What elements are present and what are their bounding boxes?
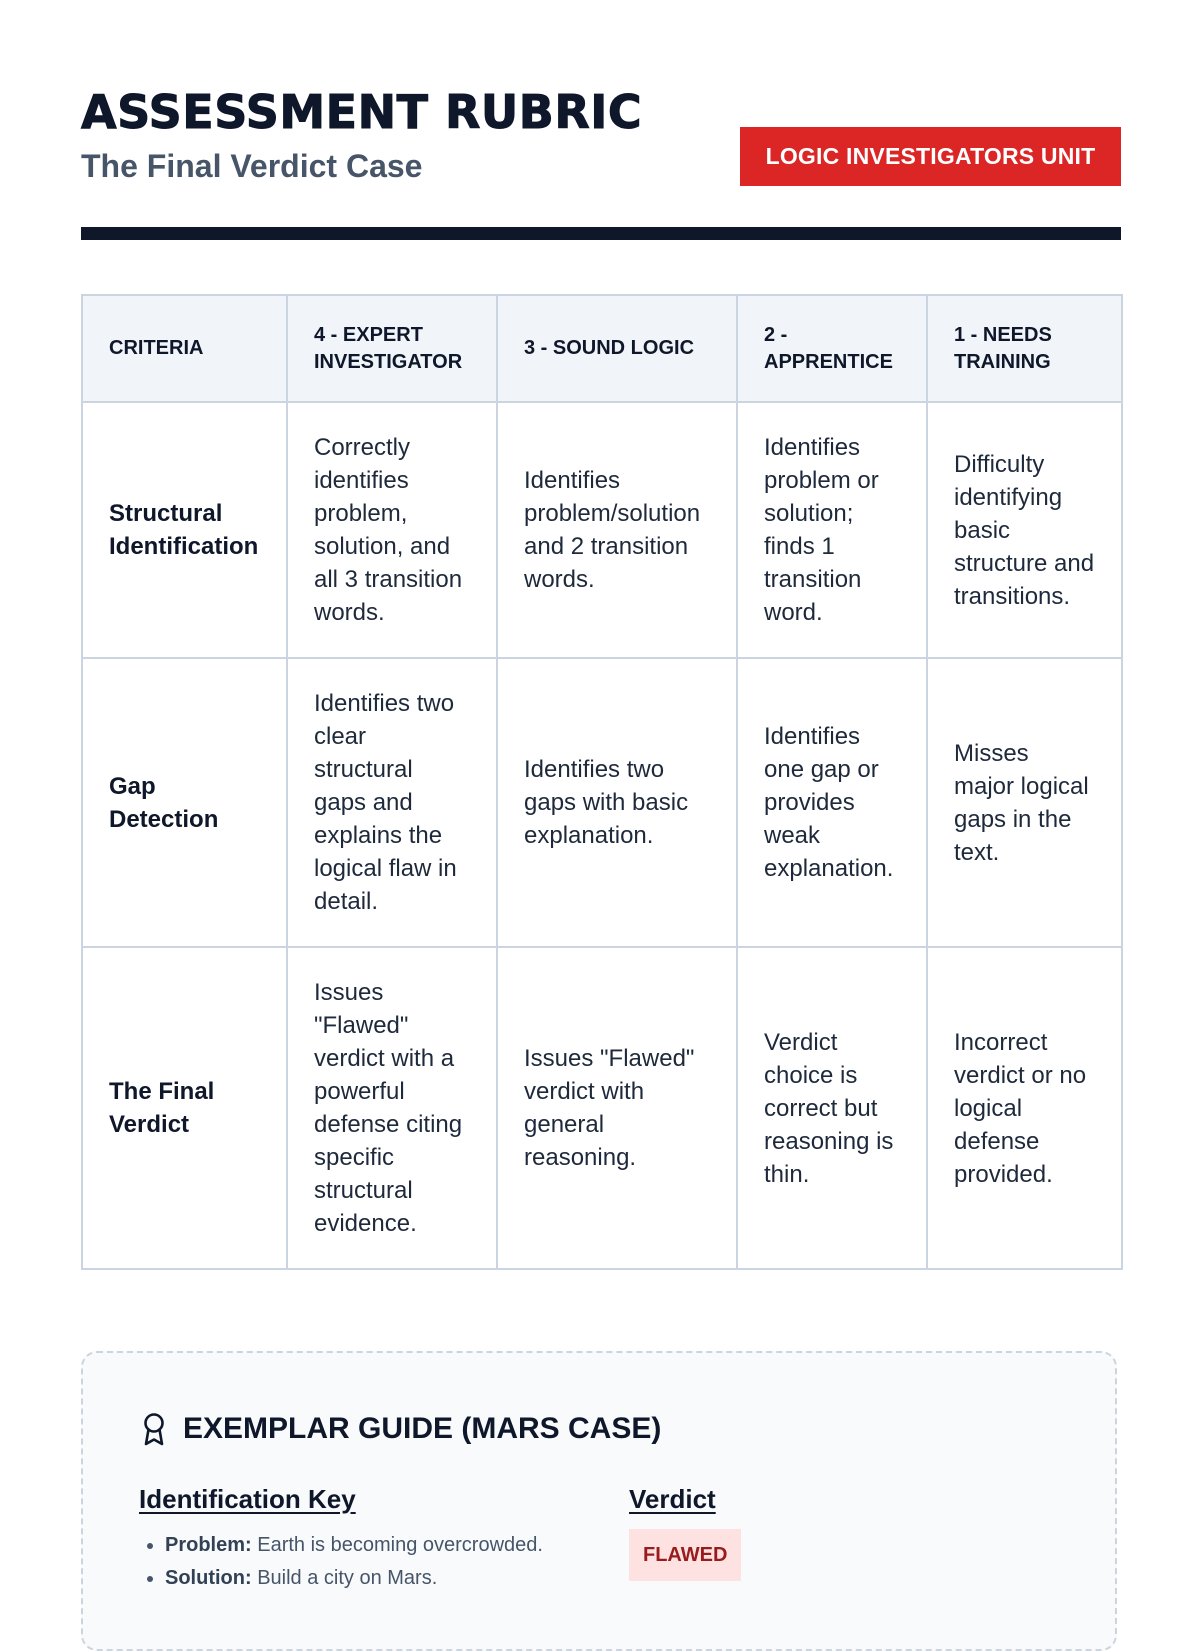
level-1-cell: Incorrect verdict or no logical defense provided. xyxy=(927,947,1122,1269)
rubric-table xyxy=(81,294,1123,1270)
key-item-text: Build a city on Mars. xyxy=(251,1567,438,1589)
key-item-label: Problem: xyxy=(165,1534,252,1556)
exemplar-header xyxy=(139,1409,661,1449)
level-1-cell: Misses major logical gaps in the text. xyxy=(927,658,1122,947)
verdict-heading: Verdict xyxy=(629,1484,716,1514)
level-4-cell: Correctly identifies problem, solution, and all 3 transition words. xyxy=(287,402,497,658)
level-1-cell: Difficulty identifying basic structure and transitions. xyxy=(927,402,1122,658)
header-divider xyxy=(81,227,1121,240)
page-title: ASSESSMENT RUBRIC xyxy=(81,85,643,139)
table-row xyxy=(82,947,1122,1269)
column-header-criteria: CRITERIA xyxy=(82,295,287,402)
level-3-cell: Identifies two gaps with basic explanation. xyxy=(497,658,737,947)
criteria-cell: Structural Identification xyxy=(82,402,287,658)
level-2-cell: Identifies problem or solution; finds 1 transition word. xyxy=(737,402,927,658)
verdict-section xyxy=(629,1483,929,1581)
unit-badge: LOGIC INVESTIGATORS UNIT xyxy=(740,127,1121,186)
table-row xyxy=(82,658,1122,947)
criteria-cell: Gap Detection xyxy=(82,658,287,947)
level-3-cell: Issues "Flawed" verdict with general reasoning. xyxy=(497,947,737,1269)
criteria-cell: The Final Verdict xyxy=(82,947,287,1269)
list-item xyxy=(165,1529,599,1562)
table-row xyxy=(82,402,1122,658)
page-header xyxy=(81,86,1121,196)
list-item xyxy=(165,1562,599,1595)
column-header-level-2: 2 - APPRENTICE xyxy=(737,295,927,402)
level-2-cell: Verdict choice is correct but reasoning is thin. xyxy=(737,947,927,1269)
column-header-level-1: 1 - NEEDS TRAINING xyxy=(927,295,1122,402)
column-header-level-3: 3 - SOUND LOGIC xyxy=(497,295,737,402)
exemplar-guide-panel xyxy=(81,1351,1117,1651)
level-4-cell: Issues "Flawed" verdict with a powerful defense citing specific structural evidence. xyxy=(287,947,497,1269)
column-header-level-4: 4 - EXPERT INVESTIGATOR xyxy=(287,295,497,402)
verdict-badge: FLAWED xyxy=(629,1529,741,1581)
level-4-cell: Identifies two clear structural gaps and explains the logical flaw in detail. xyxy=(287,658,497,947)
level-3-cell: Identifies problem/solution and 2 transition words. xyxy=(497,402,737,658)
table-header-row xyxy=(82,295,1122,402)
identification-key-section xyxy=(139,1483,599,1595)
exemplar-title: EXEMPLAR GUIDE (MARS CASE) xyxy=(183,1412,662,1445)
level-2-cell: Identifies one gap or provides weak explanation. xyxy=(737,658,927,947)
award-ribbon-icon xyxy=(139,1411,169,1447)
key-item-text: Earth is becoming overcrowded. xyxy=(251,1534,543,1556)
key-item-label: Solution: xyxy=(165,1567,252,1589)
identification-key-heading: Identification Key xyxy=(139,1484,356,1514)
page-subtitle: The Final Verdict Case xyxy=(81,148,423,184)
identification-key-list xyxy=(139,1529,599,1595)
